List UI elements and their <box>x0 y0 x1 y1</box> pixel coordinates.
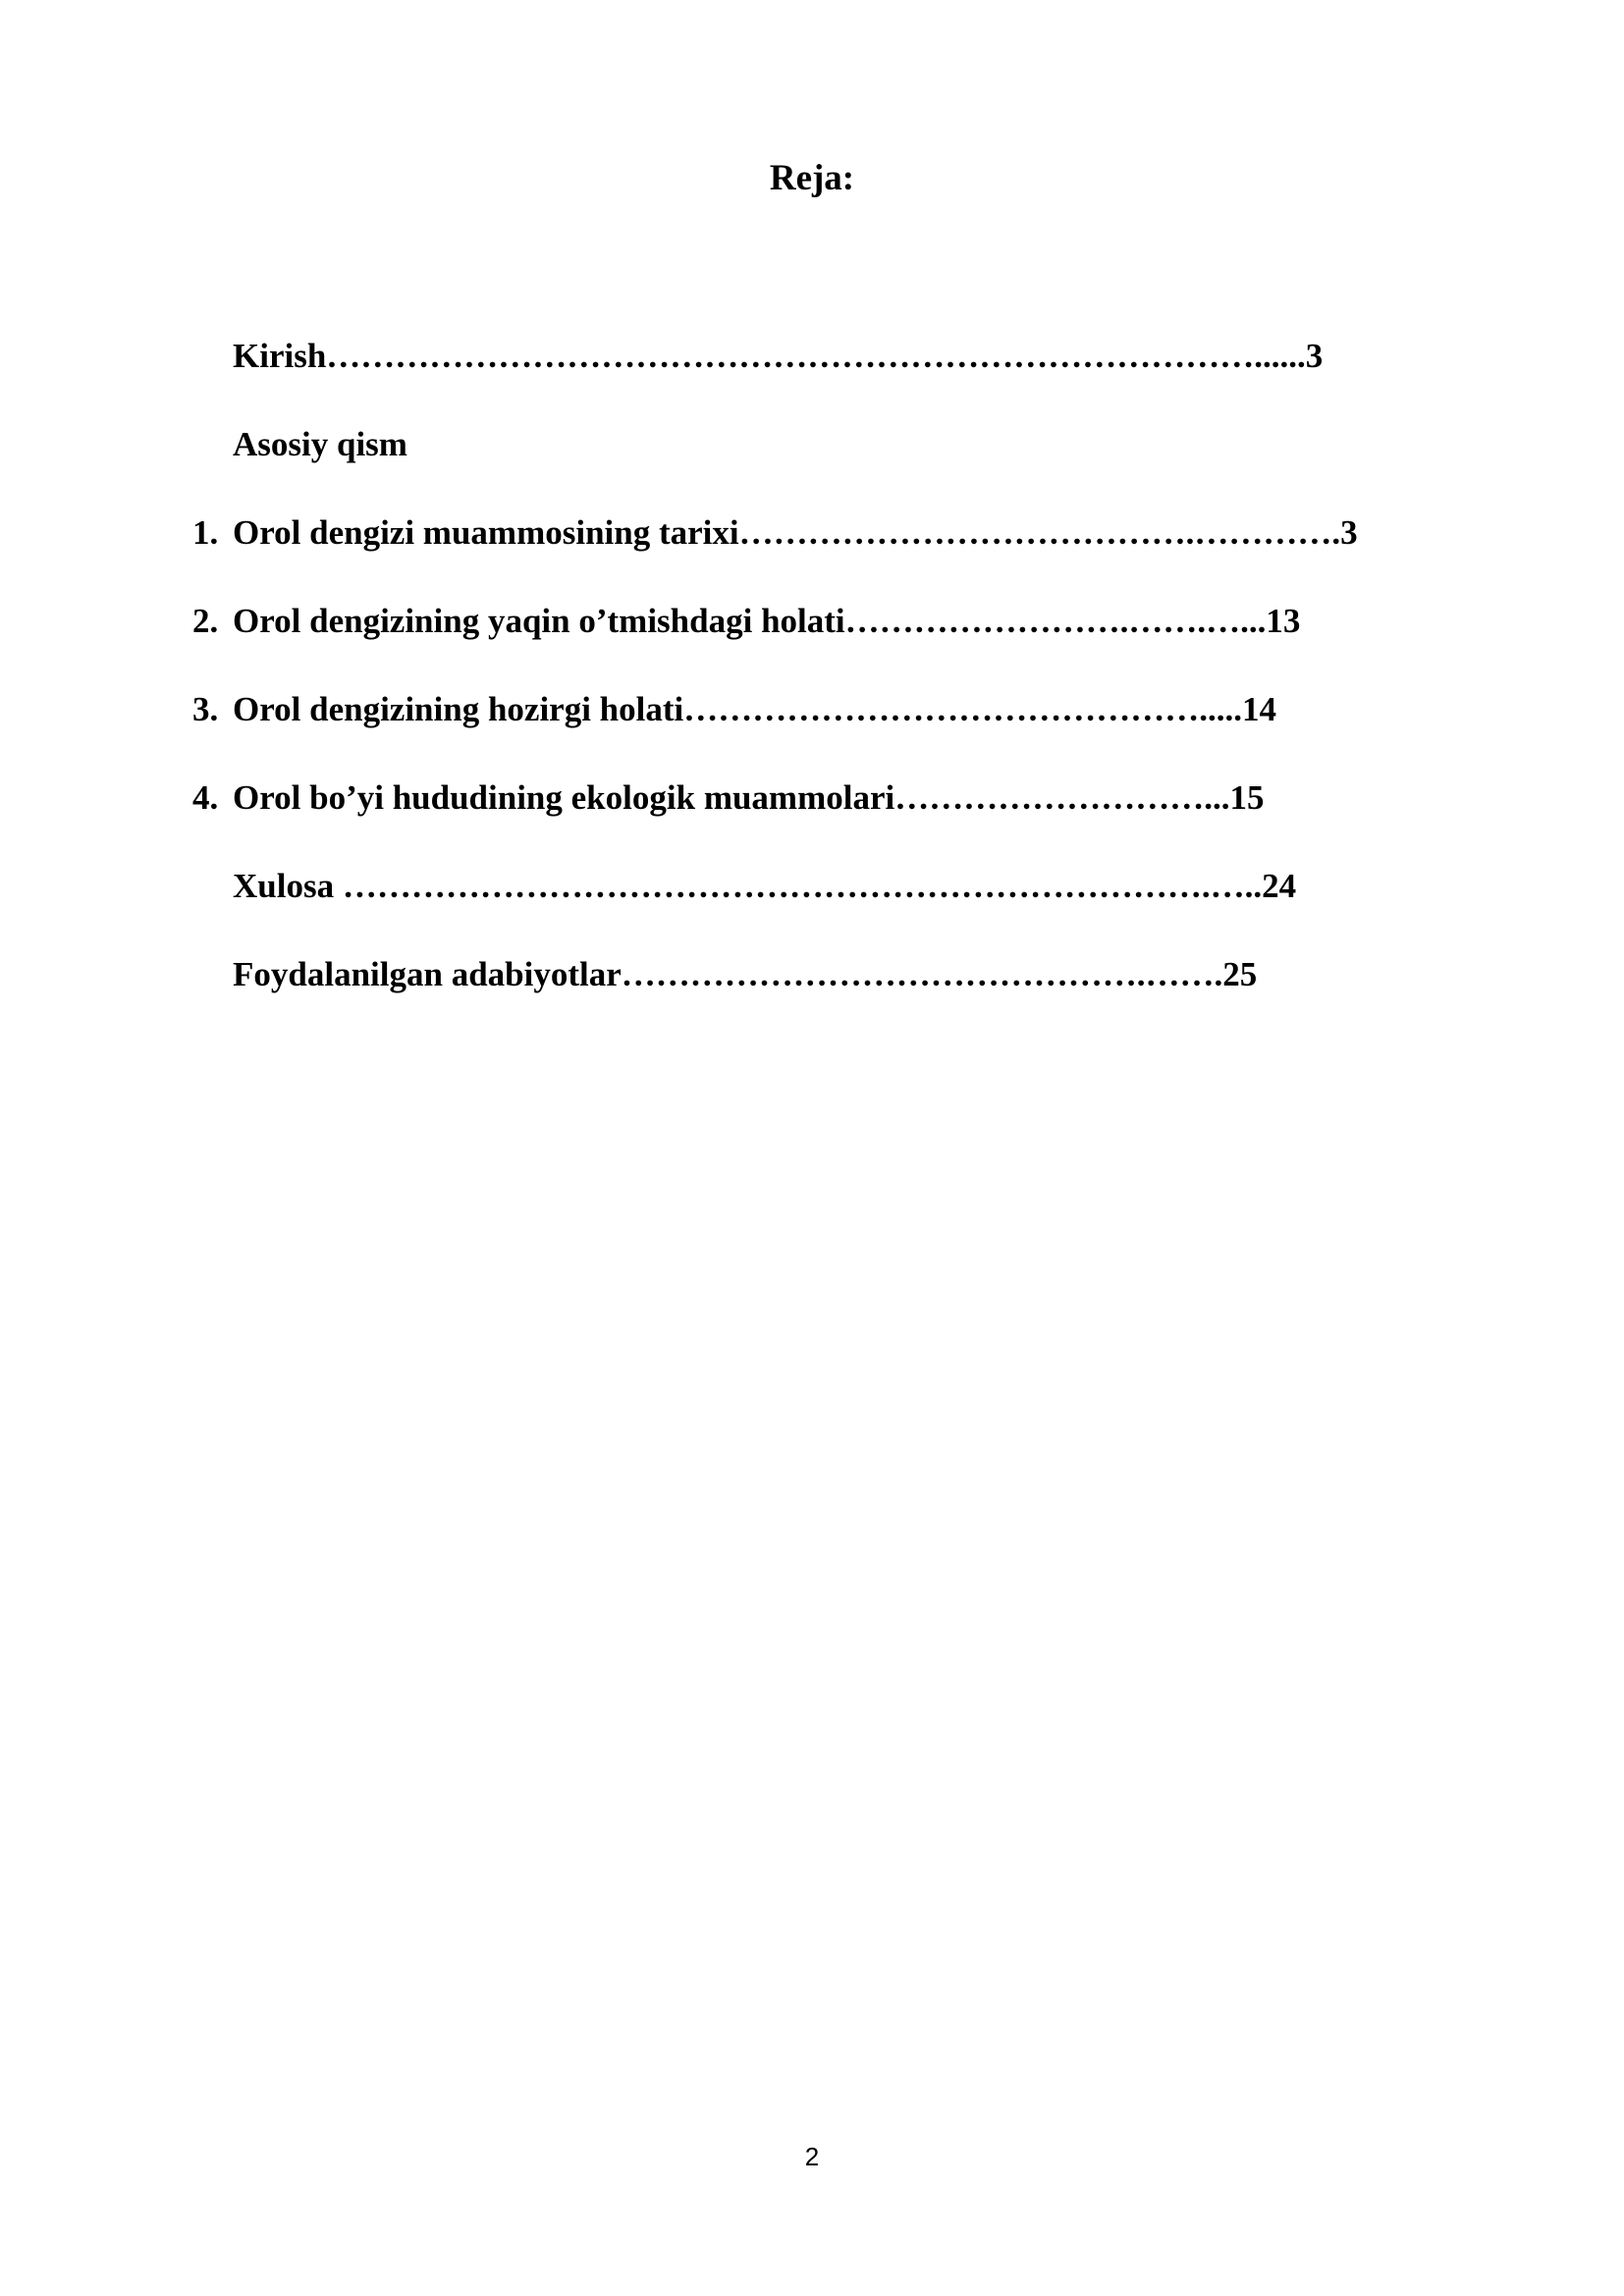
toc-item-number: 2. <box>192 602 219 640</box>
toc-entry-text: Orol dengizining yaqin o’tmishdagi holati…………………….…….…...13 <box>233 602 1301 640</box>
toc-item-number: 4. <box>192 778 219 817</box>
toc-entry-text: Asosiy qism <box>233 425 407 463</box>
toc-item-number: 3. <box>192 690 219 728</box>
page-title: Reja: <box>769 158 855 198</box>
toc-entry-text: Orol bo’yi hududining ekologik muammolari………………………...15 <box>233 778 1265 817</box>
toc-entry-text: Kirish………………………………………………………………………......3 <box>233 337 1324 375</box>
toc-item-number: 1. <box>192 513 219 552</box>
toc-entry-text: Orol dengizi muammosining tarixi………………………………….………….3 <box>233 513 1358 552</box>
page-number: 2 <box>804 2142 820 2171</box>
toc-entry-text: Xulosa ………………………………………………………………….…..24 <box>233 867 1297 905</box>
toc-entry-text: Orol dengizining hozirgi holati……………………………………….....14 <box>233 690 1277 728</box>
toc-entry-text: Foydalanilgan adabiyotlar……………………………………….…….25 <box>233 955 1258 993</box>
